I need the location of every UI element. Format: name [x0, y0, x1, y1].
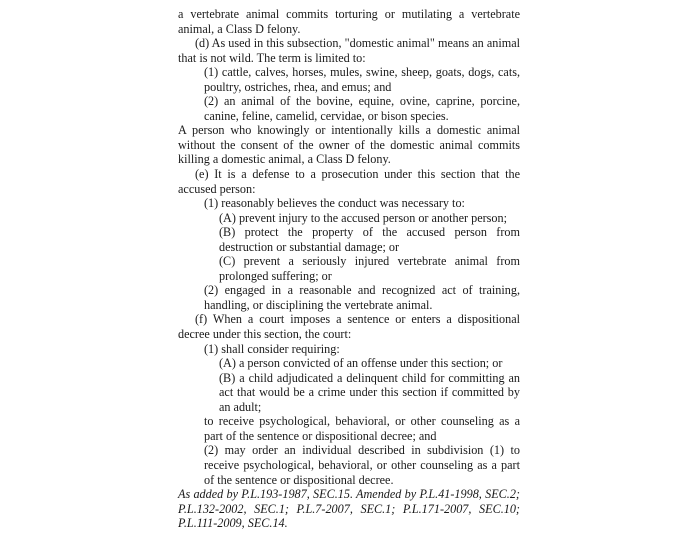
clause-e-1-c: (C) prevent a seriously injured vertebrate animal from prolonged suffering; or — [219, 254, 520, 283]
clause-e-1-b: (B) protect the property of the accused person from destruction or substantial damage; or — [219, 225, 520, 254]
clause-e-1: (1) reasonably believes the conduct was necessary to: — [204, 196, 465, 211]
clause-f-1: (1) shall consider requiring: — [204, 341, 340, 356]
clause-e-2: (2) engaged in a reasonable and recognized act of training, handling, or disciplining the vertebrate animal. — [204, 283, 520, 312]
statute-text — [178, 7, 520, 531]
clause-f-1-continuation: to receive psychological, behavioral, or other counseling as a part of the sentence or dispositional decree; and — [204, 414, 520, 443]
clause-f-2: (2) may order an individual described in subdivision (1) to receive psychological, behavioral, or other counseling as a part of the sentence or dispositional decree. — [204, 443, 520, 487]
clause-e-1-a: (A) prevent injury to the accused person or another person; — [219, 210, 508, 225]
paragraph-c-conclusion: a vertebrate animal commits torturing or mutilating a vertebrate animal, a Class D felony. — [178, 7, 520, 36]
paragraph-e-defense: (e) It is a defense to a prosecution under this section that the accused person: — [178, 167, 520, 196]
paragraph-f-sentence: (f) When a court imposes a sentence or enters a dispositional decree under this section, the court: — [178, 312, 520, 342]
paragraph-killing-domestic-animal: A person who knowingly or intentionally kills a domestic animal without the consent of the owner of the domestic animal commits killing a domestic animal, a Class D felony. — [178, 123, 520, 167]
clause-d-1: (1) cattle, calves, horses, mules, swine, sheep, goats, dogs, cats, poultry, ostriches, rhea, and emus; and — [204, 65, 520, 94]
clause-d-2: (2) an animal of the bovine, equine, ovine, caprine, porcine, canine, feline, camelid, cervidae, or bison species. — [204, 94, 520, 123]
clause-f-1-b: (B) a child adjudicated a delinquent child for committing an act that would be a crime under this section if committed by an adult; — [219, 370, 520, 414]
paragraph-d-definition: (d) As used in this subsection, "domestic animal" means an animal that is not wild. The term is limited to: — [178, 36, 520, 65]
legislative-history: As added by P.L.193-1987, SEC.15. Amended by P.L.41-1998, SEC.2; P.L.132-2002, SEC.1; P.L.7-2007, SEC.1; P.L.171-2007, SEC.10; P.L.111-2009, SEC.14. — [178, 487, 520, 531]
clause-f-1-a: (A) a person convicted of an offense under this section; or — [219, 356, 503, 371]
